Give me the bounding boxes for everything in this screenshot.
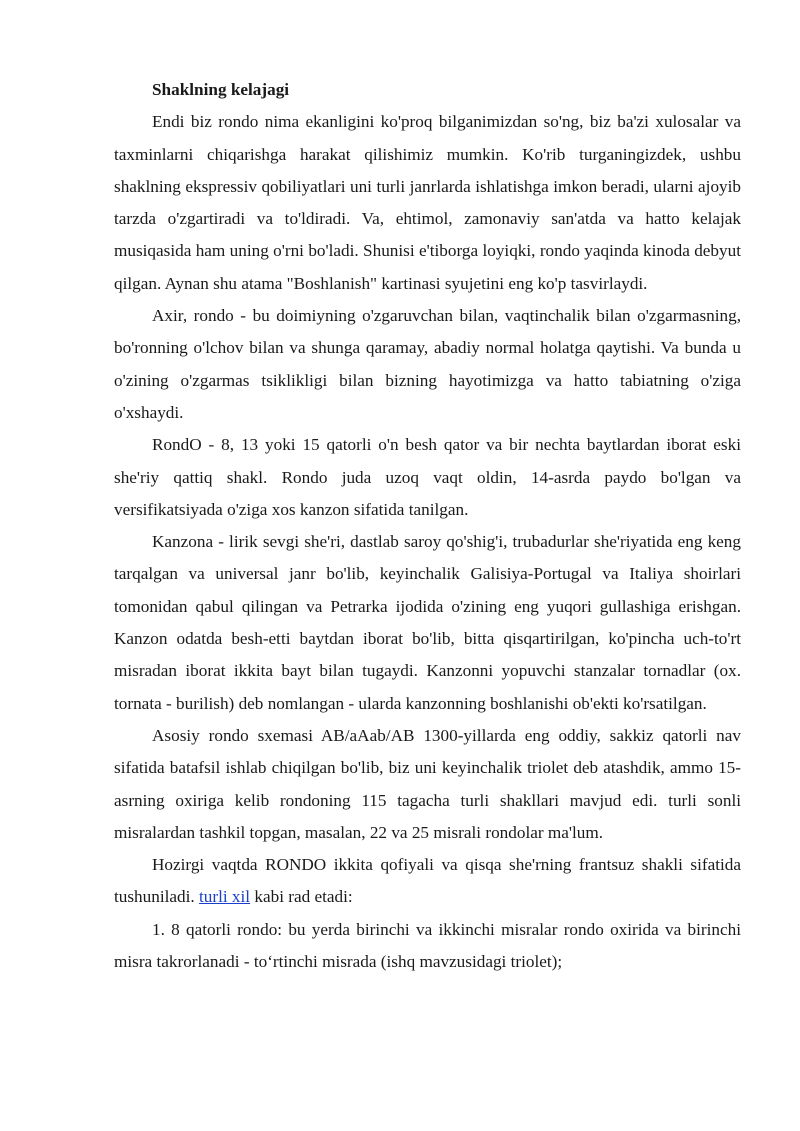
- paragraph-modern-rondo: [114, 849, 741, 914]
- paragraph-rondo-essence: Axir, rondo - bu doimiyning o'zgaruvchan bilan, vaqtinchalik bilan o'zgarmasning, bo'ronning o'lchov bilan va shunga qaramay, abadiy normal holatga qaytishi. Va bunda u o'zining o'zgarmas tsiklikligi bilan bizning hayotimizga va hatto tabiatning o'ziga o'xshaydi.: [114, 306, 741, 422]
- paragraph-rondo-definition: RondO - 8, 13 yoki 15 qatorli o'n besh qator va bir nechta baytlardan iborat eski she'riy qattiq shakl. Rondo juda uzoq vaqt oldin, 14-asrda paydo bo'lgan va versifikatsiyada o'ziga xos kanzon sifatida tanilgan.: [114, 435, 741, 519]
- turli-xil-link[interactable]: turli xil: [198, 887, 251, 907]
- paragraph-kanzona: Kanzona - lirik sevgi she'ri, dastlab saroy qo'shig'i, trubadurlar she'riyatida eng keng tarqalgan va universal janr bo'lib, keyinchalik Galisiya-Portugal va Italiya shoirlari tomonidan qabul qilingan va Petrarka ijodida o'zining eng yuqori gullashiga erishgan. Kanzon odatda besh-etti baytdan iborat bo'lib, bitta qisqartirilgan, ko'pincha uch-to'rt misradan iborat ikkita bayt bilan tugaydi. Kanzonni yopuvchi stanzalar tornadlar (ox. tornata - burilish) deb nomlangan - ularda kanzonning boshlanishi ob'ekti ko'rsatilgan.: [114, 532, 741, 713]
- paragraph-modern-rondo-start: Hozirgi vaqtda RONDO ikkita qofiyali va qisqa she'rning frantsuz shakli sifatida tushuniladi.: [114, 855, 741, 907]
- paragraph-8-line-rondo: 1. 8 qatorli rondo: bu yerda birinchi va ikkinchi misralar rondo oxirida va birinchi misra takrorlanadi - to‘rtinchi misrada (ishq mavzusidagi triolet);: [114, 919, 741, 972]
- paragraph-rondo-scheme: Asosiy rondo sxemasi AB/aAab/AB 1300-yillarda eng oddiy, sakkiz qatorli nav sifatida batafsil ishlab chiqilgan bo'lib, biz uni keyinchalik triolet deb atashdik, ammo 15-asrning oxiriga kelib rondoning 115 tagacha turli shakllari mavjud edi. turli sonli misralardan tashkil topgan, masalan, 22 va 25 misrali rondolar ma'lum.: [114, 725, 741, 842]
- section-heading: Shaklning kelajagi: [152, 80, 290, 99]
- document-body: [114, 74, 741, 978]
- paragraph-modern-rondo-end: kabi rad etadi:: [250, 887, 353, 907]
- paragraph-future-of-form: Endi biz rondo nima ekanligini ko'proq bilganimizdan so'ng, biz ba'zi xulosalar va taxminlarni chiqarishga harakat qilishimiz mumkin. Ko'rib turganingizdek, ushbu shaklning ekspressiv qobiliyatlari uni turli janrlarda ishlatishga imkon beradi, ularni ajoyib tarzda o'zgartiradi va to'ldiradi. Va, ehtimol, zamonaviy san'atda va hatto kelajak musiqasida ham uning o'rni bo'ladi. Shunisi e'tiborga loyiqki, rondo yaqinda kinoda debyut qilgan. Aynan shu atama "Boshlanish" kartinasi syujetini eng ko'p tasvirlaydi.: [114, 112, 741, 293]
